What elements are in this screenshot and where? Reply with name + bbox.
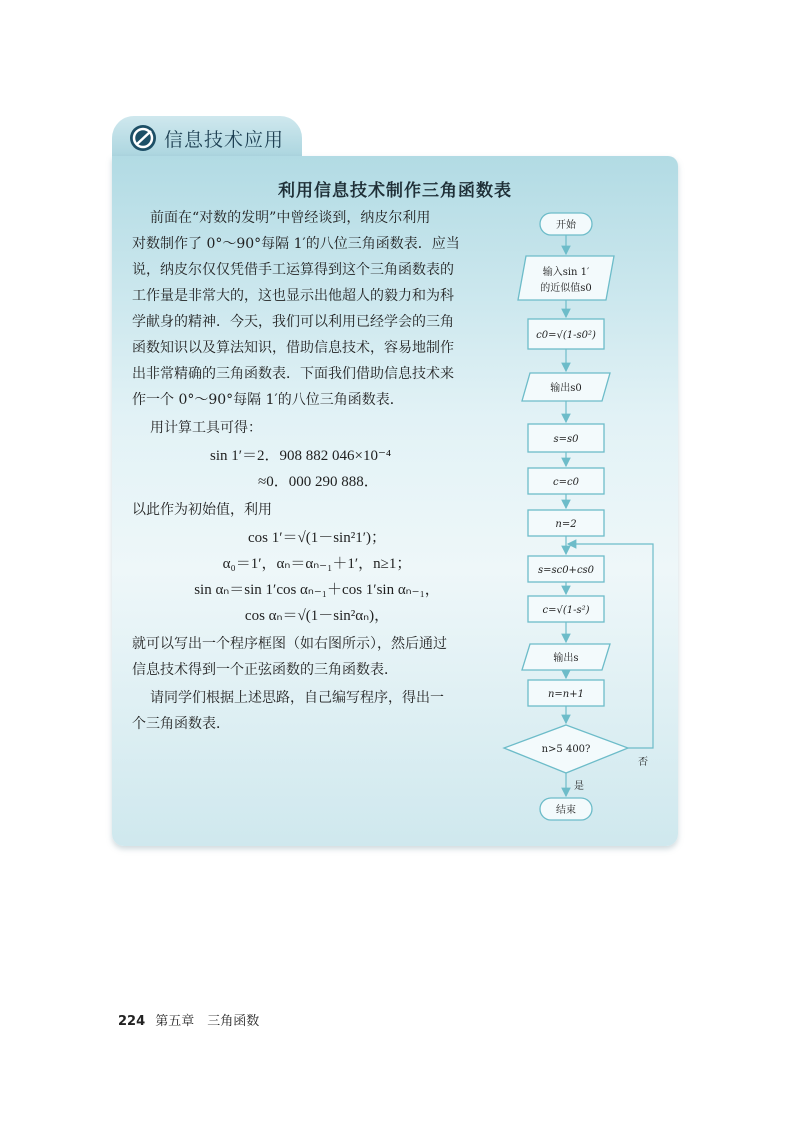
formula-approx: ≈0．000 290 888． (258, 474, 379, 490)
flow-end-label: 结束 (556, 805, 576, 816)
page-number: 224 (118, 1014, 146, 1029)
flow-update-s-label: s=sc0+cs0 (537, 565, 595, 576)
flow-no-label: 否 (638, 757, 648, 768)
flow-assign-c-label: c=c0 (553, 477, 579, 488)
flow-update-c-label: c=√(1-s²) (542, 605, 590, 616)
conclusion-line: 就可以写出一个程序框图（如右图所示），然后通过 (132, 636, 447, 652)
flow-input-label: 的近似值s0 (540, 283, 592, 294)
paragraph-line: 对数制作了 0°～90°每隔 1′的八位三角函数表．应当 (132, 236, 460, 252)
page-footer (118, 1010, 259, 1029)
flow-input-label: 输入sin 1′ (542, 267, 590, 278)
exercise-line: 请同学们根据上述思路，自己编写程序，得出一 (150, 690, 444, 706)
flow-assign-s-label: s=s0 (553, 434, 579, 445)
flowchart (488, 200, 678, 840)
paragraph-line: 出非常精确的三角函数表．下面我们借助信息技术来 (132, 366, 454, 382)
flow-decision-label: n>5 400? (541, 744, 591, 755)
flow-increment-n-label: n=n+1 (547, 689, 585, 700)
initial-value-text: 以此作为初始值，利用 (132, 502, 272, 518)
info-tech-icon (128, 123, 158, 153)
tab-title: 信息技术应用 (164, 129, 285, 151)
conclusion-line: 信息技术得到一个正弦函数的三角函数表． (132, 662, 398, 678)
paragraph-line: 工作量是非常大的，这也显示出他超人的毅力和为科 (132, 288, 454, 304)
exercise-line: 个三角函数表． (132, 716, 230, 732)
paragraph-line: 作一个 0°～90°每隔 1′的八位三角函数表． (132, 392, 404, 408)
calc-intro: 用计算工具可得： (150, 420, 262, 436)
section-title: 利用信息技术制作三角函数表 (278, 181, 512, 201)
flow-c0-label: c0=√(1-s0²) (536, 330, 596, 341)
formula-alpha: α₀＝1′，αₙ＝αₙ₋₁＋1′，n≥1； (222, 556, 412, 572)
flow-output-s0-label: 输出s0 (550, 383, 582, 394)
formula-cos1: cos 1′＝√(1－sin²1′)； (247, 530, 387, 546)
formula-sin1: sin 1′＝2．908 882 046×10⁻⁴ (210, 448, 392, 464)
formula-cos-alpha: cos αₙ＝√(1－sin²αₙ)， (244, 608, 390, 624)
paragraph-line: 前面在“对数的发明”中曾经谈到，纳皮尔利用 (150, 210, 431, 226)
flow-output-s-label: 输出s (553, 653, 579, 664)
flow-yes-label: 是 (574, 781, 584, 792)
paragraph-line: 说，纳皮尔仅仅凭借手工运算得到这个三角函数表的 (132, 262, 454, 278)
chapter-title: 第五章 三角函数 (155, 1014, 260, 1029)
flow-assign-n-label: n=2 (555, 519, 577, 530)
flow-start-label: 开始 (556, 220, 576, 231)
paragraph-line: 学献身的精神．今天，我们可以利用已经学会的三角 (132, 314, 454, 330)
paragraph-line: 函数知识以及算法知识，借助信息技术，容易地制作 (132, 340, 454, 356)
formula-sin-alpha: sin αₙ＝sin 1′cos αₙ₋₁＋cos 1′sin αₙ₋₁， (194, 582, 440, 598)
